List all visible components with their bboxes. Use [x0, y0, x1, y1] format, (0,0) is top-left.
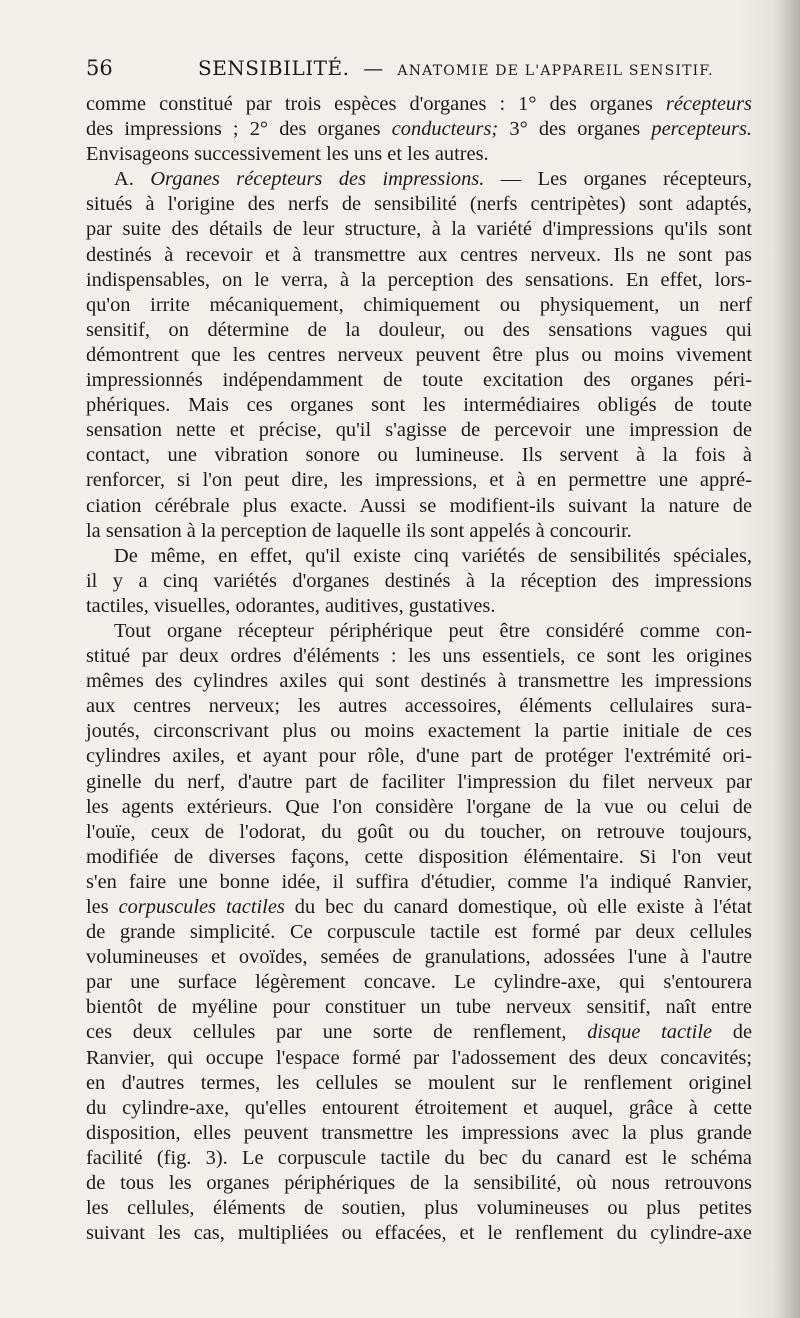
text-line: situés à l'origine des nerfs de sensibilité (nerfs centripètes) sont adaptés,: [86, 193, 752, 216]
running-title: [198, 56, 714, 80]
chapter-subtitle: ANATOMIE DE L'APPAREIL SENSITIF.: [397, 63, 714, 79]
text-line: Ranvier, qui occupe l'espace formé par l'adossement des deux concavités;: [86, 1046, 752, 1069]
text-line: ces deux cellules par une sorte de renflement, disque tactile de: [86, 1021, 753, 1044]
text-line: impressionnés indépendamment de toute excitation des organes péri-: [86, 369, 752, 392]
chapter-title: SENSIBILITÉ.: [198, 56, 350, 80]
italic-term: percepteurs.: [651, 118, 752, 141]
text-line: sensation nette et précise, qu'il s'agisse de percevoir une impression de: [86, 419, 752, 442]
text-line: stitué par deux ordres d'éléments : les uns essentiels, ce sont les origines: [86, 645, 752, 668]
text-line: sensitif, on détermine de la douleur, ou des sensations vagues qui: [86, 318, 752, 341]
text-line: l'ouïe, ceux de l'odorat, du goût ou du toucher, on retrouve toujours,: [86, 820, 752, 843]
text-line: suivant les cas, multipliées ou effacées, et le renflement du cylindre-axe: [86, 1222, 752, 1245]
text-line: tactiles, visuelles, odorantes, auditives, gustatives.: [86, 594, 496, 617]
text-line: du cylindre-axe, qu'elles entourent étroitement et auquel, grâce à cette: [86, 1096, 752, 1119]
text-line: en d'autres termes, les cellules se moulent sur le renflement originel: [86, 1071, 752, 1094]
text-line: les corpuscules tactiles du bec du canard domestique, où elle existe à l'état: [86, 896, 752, 918]
text-line: De même, en effet, qu'il existe cinq variétés de sensibilités spéciales,: [114, 544, 752, 567]
text-line: de tous les organes périphériques de la sensibilité, où nous retrouvons: [86, 1172, 752, 1195]
text-line: modifiée de diverses façons, cette disposition élémentaire. Si l'on veut: [86, 845, 752, 868]
text-line: comme constitué par trois espèces d'organes : 1° des organes récepteurs: [86, 93, 752, 115]
text-line: qu'on irrite mécaniquement, chimiquement ou physiquement, un nerf: [86, 293, 752, 316]
running-header: [86, 54, 746, 84]
italic-term: récepteurs: [665, 93, 752, 115]
text-line: des impressions ; 2° des organes conducteurs; 3° des organes percepteurs.: [86, 118, 752, 141]
text-line: volumineuses et ovoïdes, semées de granulations, adossées l'une à l'autre: [86, 946, 752, 969]
body-text: [86, 92, 752, 1246]
text-line: Envisageons successivement les uns et les autres.: [86, 143, 489, 166]
text-line: ginelle du nerf, d'autre part de faciliter l'impression du filet nerveux par: [86, 770, 752, 793]
text-line: Tout organe récepteur périphérique peut être considéré comme con-: [114, 619, 752, 642]
text-line: contact, une vibration sonore ou lumineuse. Ils servent à la fois à: [86, 444, 752, 467]
text-line: les agents extérieurs. Que l'on considère l'organe de la vue ou celui de: [86, 795, 752, 818]
text-line: phériques. Mais ces organes sont les intermédiaires obligés de toute: [86, 394, 752, 417]
text-line: s'en faire une bonne idée, il suffira d'étudier, comme l'a indiqué Ranvier,: [86, 870, 752, 893]
text-line: la sensation à la perception de laquelle ils sont appelés à concourir.: [86, 519, 632, 542]
text-line: indispensables, on le verra, à la perception des sensations. En effet, lors-: [86, 268, 752, 291]
page-number: 56: [86, 56, 113, 80]
page-edge-shadow: [774, 0, 800, 1318]
header-dash: —: [363, 56, 384, 80]
italic-term: corpuscules tactiles: [118, 896, 285, 918]
text-line: mêmes des cylindres axiles qui sont destinés à transmettre les impressions: [86, 670, 752, 693]
text-line: destinés à recevoir et à transmettre aux centres nerveux. Ils ne sont pas: [86, 243, 752, 266]
text-line: ciation cérébrale plus exacte. Aussi se modifient-ils suivant la nature de: [86, 494, 752, 517]
text-line: de grande simplicité. Ce corpuscule tactile est formé par deux cellules: [86, 921, 752, 944]
text-line: bientôt de myéline pour constituer un tube nerveux sensitif, naît entre: [86, 996, 752, 1019]
text-line: il y a cinq variétés d'organes destinés à la réception des impressions: [86, 569, 752, 592]
text-line: A. Organes récepteurs des impressions. — Les organes récepteurs,: [114, 168, 753, 191]
italic-term: Organes récepteurs des impressions.: [150, 168, 485, 191]
text-line: aux centres nerveux; les autres accessoires, éléments cellulaires sura-: [86, 695, 752, 718]
text-line: joutés, circonscrivant plus ou moins exactement la partie initiale de ces: [86, 720, 752, 743]
text-line: démontrent que les centres nerveux peuvent être plus ou moins vivement: [86, 343, 752, 366]
text-line: facilité (fig. 3). Le corpuscule tactile du bec du canard est le schéma: [86, 1146, 752, 1169]
italic-term: disque tactile: [587, 1021, 713, 1044]
text-line: cylindres axiles, et ayant pour rôle, d'une part de protéger l'extrémité ori-: [86, 745, 752, 768]
text-line: disposition, elles peuvent transmettre les impressions avec la plus grande: [86, 1121, 752, 1144]
text-line: par suite des détails de leur structure, à la variété d'impressions qu'ils sont: [86, 218, 752, 241]
text-line: les cellules, éléments de soutien, plus volumineuses ou plus petites: [86, 1197, 752, 1220]
text-line: par une surface légèrement concave. Le cylindre-axe, qui s'entourera: [86, 971, 752, 994]
text-line: renforcer, si l'on peut dire, les impressions, et à en permettre une appré-: [86, 469, 752, 492]
italic-term: conducteurs;: [391, 118, 499, 141]
